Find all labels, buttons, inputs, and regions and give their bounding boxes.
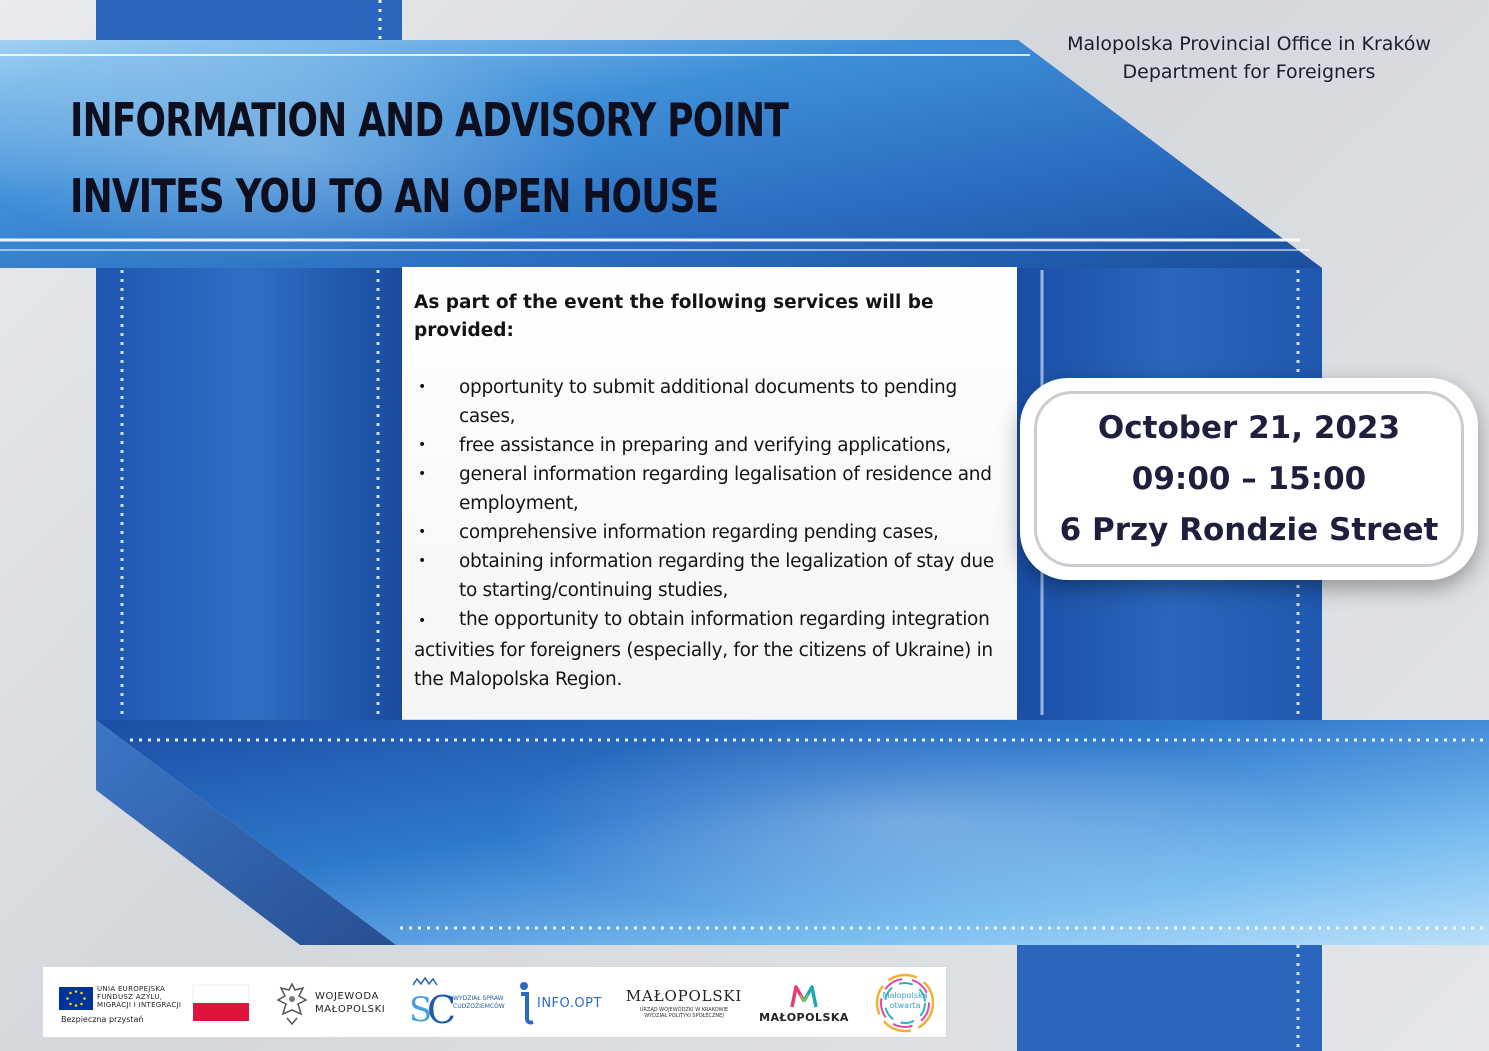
info-i-icon: [515, 978, 537, 1028]
organization-header: [1039, 30, 1459, 86]
bullet-icon: •: [418, 613, 426, 629]
info-opt-label: INFO.OPT: [537, 995, 602, 1011]
service-text: comprehensive information regarding pending cases,: [459, 522, 939, 543]
mal-line-1: MAŁOPOLSKI: [625, 987, 743, 1005]
otwarta-line-2: otwarta: [889, 1001, 921, 1010]
mal-line-2: URZĄD WOJEWÓDZKI W KRAKOWIE: [639, 1007, 729, 1013]
services-intro: As part of the event the following services will be provided:: [414, 292, 934, 341]
service-item: [414, 460, 1003, 518]
org-name: Malopolska Provincial Office in Kraków: [1067, 33, 1431, 55]
eu-tagline: Bezpieczna przystań: [61, 1015, 144, 1024]
bullet-icon: •: [418, 466, 426, 482]
page-title: [70, 82, 789, 234]
info-opt-logo: [515, 967, 605, 1039]
eu-line-1: UNIA EUROPEJSKA: [97, 985, 166, 993]
service-text: the opportunity to obtain information regarding integration activities for foreigners (especially, for the citizens of Ukraine) in the Malopolska Region.: [414, 609, 993, 690]
bullet-icon: •: [418, 553, 426, 569]
sc-line-2: CUDZOZIEMCÓW: [453, 1003, 505, 1010]
event-details-card: [1020, 378, 1478, 580]
service-item: [414, 547, 1003, 605]
bullet-icon: •: [418, 379, 426, 395]
wojewoda-logo: [275, 967, 393, 1039]
bullet-icon: •: [418, 437, 426, 453]
sc-emblem-icon: [407, 975, 457, 1032]
bullet-icon: •: [418, 524, 426, 540]
malopolska-m-icon: [790, 983, 818, 1009]
service-text: opportunity to submit additional documents to pending cases,: [459, 377, 957, 427]
eu-fund-logo: [57, 967, 185, 1039]
otwarta-line-1: Małopolska: [882, 991, 928, 1000]
malopolski-office-logo: [625, 967, 743, 1039]
org-department: Department for Foreigners: [1122, 61, 1376, 83]
eu-line-2: FUNDUSZ AZYLU,: [97, 993, 163, 1001]
malopolska-label: MAŁOPOLSKA: [759, 1010, 849, 1024]
service-item: [414, 431, 1003, 460]
service-item: [414, 373, 1003, 431]
poland-flag-icon: [193, 985, 249, 1021]
event-details-frame: [1034, 391, 1464, 567]
title-line-2: INVITES YOU TO AN OPEN HOUSE: [70, 169, 719, 223]
event-date: October 21, 2023: [1097, 409, 1401, 446]
partner-logos-strip: [42, 966, 947, 1038]
wojewoda-line-2: MAŁOPOLSKI: [315, 1004, 386, 1015]
mal-line-3: WYDZIAŁ POLITYKI SPOŁECZNEJ: [644, 1013, 724, 1019]
event-time: 09:00 – 15:00: [1131, 460, 1367, 497]
title-line-1: INFORMATION AND ADVISORY POINT: [70, 93, 789, 147]
eu-line-3: MIGRACJI I INTEGRACJI: [97, 1001, 182, 1009]
service-text: obtaining information regarding the legalization of stay due to starting/continuing studies,: [459, 551, 994, 601]
svg-text:C: C: [427, 988, 457, 1032]
poland-flag-logo: [193, 967, 249, 1039]
malopolska-region-logo: [759, 967, 849, 1039]
service-item: [414, 518, 1003, 547]
service-item: [414, 605, 1003, 694]
service-list: [414, 373, 1003, 694]
sc-department-logo: [407, 967, 507, 1039]
wojewoda-line-1: WOJEWODA: [315, 991, 379, 1002]
malopolska-otwarta-logo: [869, 967, 941, 1039]
sc-line-1: WYDZIAŁ SPRAW: [453, 995, 504, 1002]
services-panel: [402, 267, 1017, 719]
service-text: general information regarding legalisation of residence and employment,: [459, 464, 992, 514]
svg-text:S: S: [409, 990, 433, 1030]
event-address: 6 Przy Rondzie Street: [1059, 511, 1439, 548]
service-text: free assistance in preparing and verifying applications,: [459, 435, 951, 456]
eagle-emblem-icon: [275, 980, 309, 1026]
